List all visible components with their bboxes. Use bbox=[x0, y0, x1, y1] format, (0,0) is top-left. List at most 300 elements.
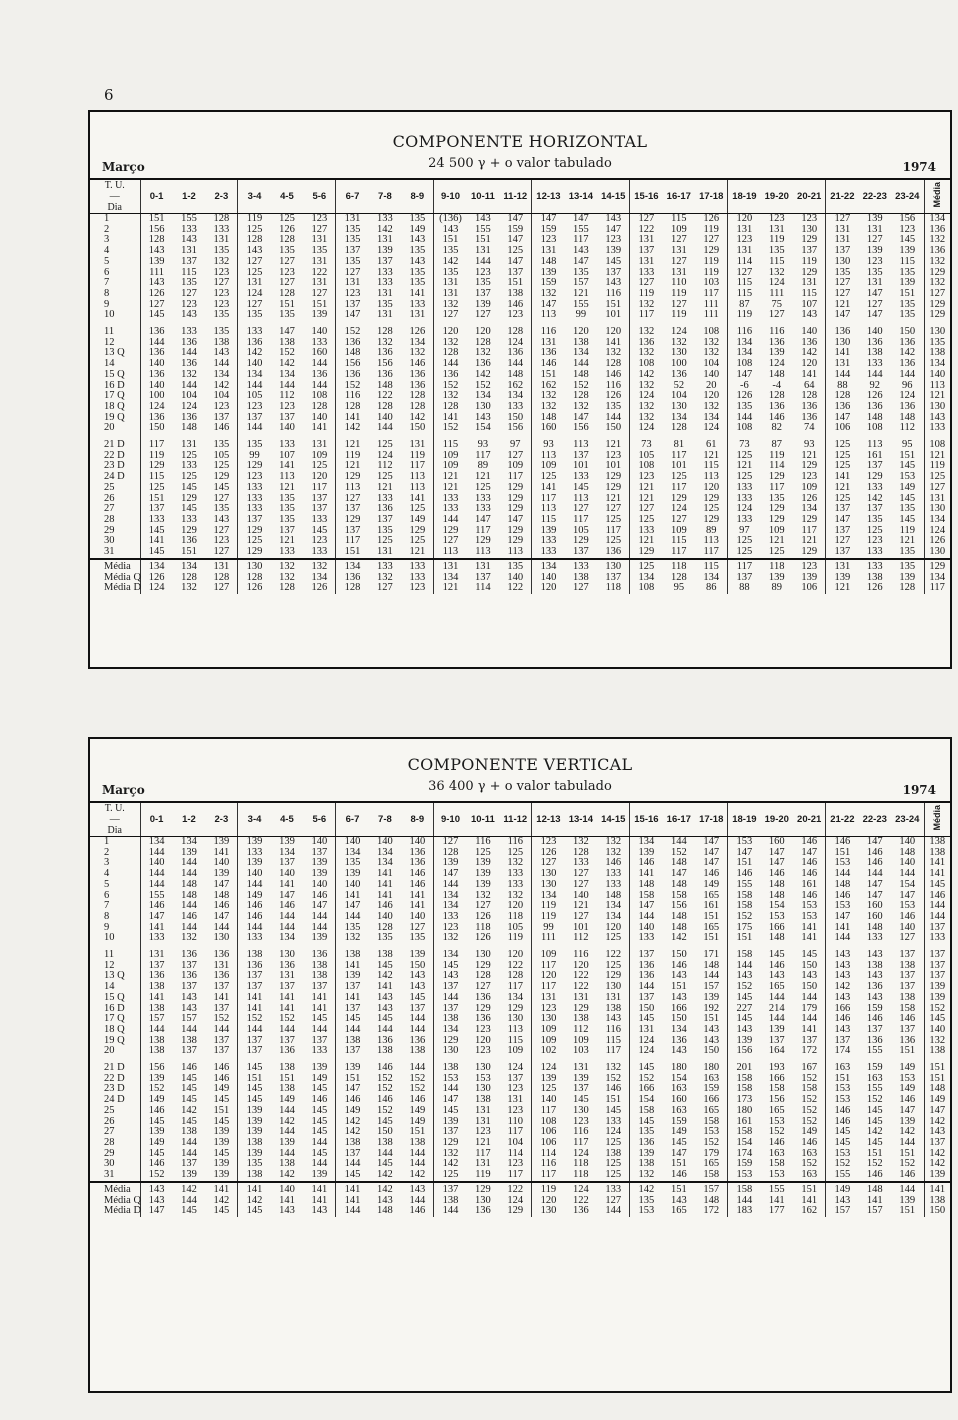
value-cell: 141 bbox=[344, 411, 361, 423]
value-cell: 127 bbox=[834, 213, 851, 224]
value-cell: 152 bbox=[768, 1126, 785, 1138]
value-cell: 144 bbox=[834, 932, 851, 944]
value-cell: 143 bbox=[148, 1194, 165, 1206]
value-cell: 156 bbox=[377, 358, 393, 370]
value-cell: 151 bbox=[344, 546, 361, 558]
value-cell: 140 bbox=[793, 327, 826, 338]
value-cell: 126 bbox=[475, 932, 491, 944]
value-cell: 147 bbox=[205, 880, 238, 891]
value-cell: (136) bbox=[439, 213, 462, 224]
value-cell: 153 bbox=[891, 1074, 924, 1085]
value-cell: 147 bbox=[442, 1094, 459, 1106]
day-label: 8 bbox=[90, 289, 140, 300]
value-cell: 123 bbox=[475, 266, 491, 278]
value-cell: 148 bbox=[670, 921, 687, 933]
value-cell: 135 bbox=[891, 504, 924, 515]
value-cell: 115 bbox=[442, 439, 459, 451]
value-cell: 135 bbox=[891, 300, 924, 311]
value-cell: 144 bbox=[181, 1023, 197, 1035]
value-cell: 156 bbox=[670, 900, 687, 912]
value-cell: 128 bbox=[344, 400, 361, 412]
value-cell: 155 bbox=[834, 1169, 851, 1181]
value-cell: 143 bbox=[181, 309, 197, 321]
value-cell: 144 bbox=[891, 1182, 924, 1196]
value-cell: 117 bbox=[597, 1046, 630, 1057]
value-cell: 101 bbox=[597, 461, 630, 472]
value-cell: 136 bbox=[638, 1136, 655, 1148]
value-cell: 152 bbox=[793, 1106, 826, 1117]
value-cell: 132 bbox=[442, 298, 459, 310]
value-cell: 152 bbox=[793, 1117, 826, 1128]
value-cell: 122 bbox=[572, 970, 589, 982]
value-cell: 152 bbox=[442, 379, 459, 391]
value-cell: 143 bbox=[140, 1182, 173, 1196]
value-cell: 129 bbox=[572, 535, 589, 547]
value-cell: 109 bbox=[670, 223, 687, 235]
value-cell: 129 bbox=[793, 515, 826, 526]
value-cell: 144 bbox=[638, 981, 655, 993]
value-cell: 131 bbox=[205, 961, 238, 972]
value-cell: 101 bbox=[572, 460, 589, 472]
value-cell: 109 bbox=[768, 524, 785, 536]
value-cell: 127 bbox=[205, 583, 238, 594]
value-cell: 138 bbox=[303, 961, 336, 972]
hour-header: 23-24 bbox=[891, 179, 924, 214]
value-cell: 117 bbox=[344, 535, 361, 547]
hour-header: 16-17 bbox=[663, 802, 696, 837]
hour-header: 0-1 bbox=[140, 802, 173, 837]
value-cell: 128 bbox=[279, 287, 295, 299]
value-cell: 143 bbox=[442, 223, 459, 235]
day-label: 15 Q bbox=[90, 993, 140, 1004]
value-cell: 127 bbox=[475, 981, 491, 993]
value-cell: 118 bbox=[499, 912, 532, 923]
value-cell: 134 bbox=[279, 846, 295, 858]
daily-mean-cell: 137 bbox=[929, 949, 946, 961]
value-cell: 141 bbox=[344, 1194, 361, 1206]
value-cell: 126 bbox=[279, 223, 295, 235]
daily-mean-cell: 138 bbox=[929, 836, 946, 847]
value-cell: 130 bbox=[572, 1104, 589, 1116]
value-cell: 135 bbox=[442, 266, 459, 278]
value-cell: 141 bbox=[793, 933, 826, 944]
value-cell: 144 bbox=[303, 1138, 336, 1149]
value-cell: 136 bbox=[377, 503, 393, 515]
value-cell: 131 bbox=[401, 310, 434, 321]
value-cell: 174 bbox=[736, 1147, 753, 1159]
value-cell: 148 bbox=[670, 857, 687, 869]
table-title: COMPONENTE HORIZONTAL bbox=[392, 132, 648, 151]
value-cell: 144 bbox=[475, 255, 491, 267]
value-cell: 138 bbox=[148, 1045, 165, 1057]
value-cell: 139 bbox=[279, 1136, 295, 1148]
value-cell: 139 bbox=[303, 858, 336, 869]
day-label: 4 bbox=[90, 246, 140, 257]
value-cell: 145 bbox=[401, 993, 434, 1004]
value-cell: 133 bbox=[442, 492, 459, 504]
value-cell: 92 bbox=[869, 379, 881, 391]
value-cell: 153 bbox=[834, 857, 851, 869]
value-cell: 112 bbox=[891, 423, 924, 434]
value-cell: 147 bbox=[499, 515, 532, 526]
value-cell: 136 bbox=[866, 400, 883, 412]
day-label: 16 D bbox=[90, 381, 140, 392]
value-cell: 140 bbox=[246, 358, 263, 370]
value-cell: 154 bbox=[638, 1094, 655, 1106]
value-cell: 132 bbox=[638, 411, 655, 423]
value-cell: 137 bbox=[891, 982, 924, 993]
day-label: Média D bbox=[90, 583, 140, 594]
value-cell: 123 bbox=[442, 921, 459, 933]
value-cell: 125 bbox=[377, 471, 393, 483]
value-cell: 154 bbox=[670, 1072, 687, 1084]
value-cell: 132 bbox=[638, 326, 655, 338]
value-cell: 155 bbox=[760, 1182, 793, 1196]
header-dia: Dia bbox=[107, 202, 122, 213]
value-cell: 123 bbox=[638, 471, 655, 483]
value-cell: 135 bbox=[279, 245, 295, 257]
hour-header: 8-9 bbox=[401, 802, 434, 837]
daily-mean-cell: 129 bbox=[929, 266, 946, 278]
value-cell: 137 bbox=[246, 1034, 263, 1046]
value-cell: 116 bbox=[573, 949, 589, 961]
value-cell: 117 bbox=[148, 439, 165, 451]
value-cell: 119 bbox=[695, 257, 728, 268]
header-dia: Dia bbox=[107, 825, 122, 836]
value-cell: 148 bbox=[858, 1182, 891, 1196]
value-cell: 144 bbox=[279, 1147, 295, 1159]
value-cell: 127 bbox=[246, 298, 263, 310]
value-cell: 153 bbox=[834, 900, 851, 912]
value-cell: 131 bbox=[475, 1115, 491, 1127]
hour-header: 14-15 bbox=[597, 802, 630, 837]
value-cell: 106 bbox=[834, 422, 851, 434]
value-cell: 138 bbox=[205, 338, 238, 349]
value-cell: 148 bbox=[768, 878, 785, 890]
value-cell: 119 bbox=[532, 1182, 565, 1196]
value-cell: 140 bbox=[279, 422, 295, 434]
day-label: 5 bbox=[90, 257, 140, 268]
value-cell: 146 bbox=[670, 959, 687, 971]
value-cell: 149 bbox=[401, 225, 434, 236]
value-cell: 214 bbox=[768, 1002, 785, 1014]
value-cell: 132 bbox=[638, 400, 655, 412]
day-label: 1 bbox=[90, 837, 140, 848]
value-cell: 134 bbox=[377, 857, 393, 869]
value-cell: 125 bbox=[246, 223, 263, 235]
header-dash: — bbox=[109, 814, 120, 825]
value-cell: 128 bbox=[279, 582, 295, 594]
value-cell: 89 bbox=[771, 582, 783, 594]
value-cell: 125 bbox=[377, 439, 393, 451]
value-cell: 136 bbox=[303, 370, 336, 381]
value-cell: 123 bbox=[246, 400, 263, 412]
table-row bbox=[90, 423, 950, 434]
value-cell: 138 bbox=[181, 1034, 197, 1046]
value-cell: 145 bbox=[246, 1083, 263, 1095]
day-label: 2 bbox=[90, 225, 140, 236]
value-cell: 144 bbox=[793, 993, 826, 1004]
value-cell: 139 bbox=[205, 1159, 238, 1170]
value-cell: 146 bbox=[834, 1104, 851, 1116]
value-cell: 138 bbox=[148, 1034, 165, 1046]
value-cell: 151 bbox=[597, 300, 630, 311]
value-cell: 137 bbox=[499, 268, 532, 279]
value-cell: 152 bbox=[736, 910, 753, 922]
value-cell: 117 bbox=[638, 309, 655, 321]
value-cell: 145 bbox=[638, 1062, 655, 1074]
value-cell: 137 bbox=[181, 255, 197, 267]
value-cell: 117 bbox=[499, 472, 532, 483]
value-cell: 125 bbox=[597, 1159, 630, 1170]
hour-header: 20-21 bbox=[793, 802, 826, 837]
table-row bbox=[90, 370, 950, 381]
value-cell: 145 bbox=[891, 235, 924, 246]
value-cell: 152 bbox=[572, 379, 589, 391]
table-row bbox=[90, 1046, 950, 1057]
value-cell: 123 bbox=[768, 213, 785, 224]
value-cell: 136 bbox=[475, 991, 491, 1003]
value-cell: 137 bbox=[279, 411, 295, 423]
value-cell: 127 bbox=[572, 910, 589, 922]
value-cell: 108 bbox=[736, 358, 753, 370]
value-cell: 131 bbox=[401, 440, 434, 451]
value-cell: 131 bbox=[475, 1104, 491, 1116]
value-cell: 140 bbox=[401, 912, 434, 923]
value-cell: 119 bbox=[475, 1169, 491, 1181]
value-cell: 132 bbox=[401, 348, 434, 359]
value-cell: 146 bbox=[793, 869, 826, 880]
value-cell: 131 bbox=[834, 234, 851, 246]
hour-header: 1-2 bbox=[173, 802, 206, 837]
value-cell: 135 bbox=[377, 524, 393, 536]
value-cell: 146 bbox=[205, 423, 238, 434]
value-cell: 136 bbox=[148, 411, 165, 423]
value-cell: 129 bbox=[670, 492, 687, 504]
value-cell: 118 bbox=[573, 1169, 589, 1181]
value-cell: 128 bbox=[891, 583, 924, 594]
value-cell: 140 bbox=[377, 411, 393, 423]
value-cell: 113 bbox=[475, 546, 491, 558]
value-cell: 150 bbox=[401, 423, 434, 434]
value-cell: 159 bbox=[670, 1115, 687, 1127]
value-cell: 140 bbox=[279, 868, 295, 880]
value-cell: 160 bbox=[768, 836, 785, 847]
value-cell: 144 bbox=[148, 846, 165, 858]
value-cell: 135 bbox=[401, 214, 434, 225]
value-cell: 146 bbox=[768, 1136, 785, 1148]
value-cell: 128 bbox=[442, 846, 459, 858]
value-cell: 117 bbox=[695, 547, 728, 559]
value-cell: 148 bbox=[891, 413, 924, 424]
value-cell: 146 bbox=[401, 1206, 434, 1217]
value-cell: 139 bbox=[891, 1196, 924, 1207]
value-cell: 141 bbox=[303, 1004, 336, 1015]
value-cell: 143 bbox=[148, 245, 165, 257]
value-cell: 137 bbox=[638, 245, 655, 257]
value-cell: 129 bbox=[181, 492, 197, 504]
value-cell: 132 bbox=[475, 889, 491, 901]
value-cell: 147 bbox=[442, 868, 459, 880]
value-cell: 124 bbox=[670, 326, 687, 338]
value-cell: 116 bbox=[573, 1126, 589, 1138]
value-cell: 153 bbox=[891, 901, 924, 912]
value-cell: 105 bbox=[246, 390, 263, 402]
value-cell: 144 bbox=[181, 900, 197, 912]
value-cell: 137 bbox=[205, 1046, 238, 1057]
hour-header: 21-22 bbox=[826, 802, 859, 837]
value-cell: 142 bbox=[205, 381, 238, 392]
value-cell: 138 bbox=[377, 1045, 393, 1057]
value-cell: 140 bbox=[638, 921, 655, 933]
value-cell: 126 bbox=[475, 910, 491, 922]
value-cell: 121 bbox=[377, 481, 393, 493]
value-cell: 137 bbox=[499, 1074, 532, 1085]
value-cell: 137 bbox=[205, 1036, 238, 1047]
value-cell: 139 bbox=[246, 836, 263, 847]
value-cell: 139 bbox=[866, 245, 883, 257]
value-cell: 145 bbox=[442, 959, 459, 971]
daily-mean-cell: 141 bbox=[929, 868, 946, 880]
value-cell: 129 bbox=[344, 471, 361, 483]
value-cell: 151 bbox=[279, 1072, 295, 1084]
day-label: 12 bbox=[90, 961, 140, 972]
value-cell: 117 bbox=[499, 1127, 532, 1138]
value-cell: 122 bbox=[303, 268, 336, 279]
value-cell: 121 bbox=[891, 536, 924, 547]
value-cell: 153 bbox=[768, 910, 785, 922]
value-cell: 145 bbox=[205, 1206, 238, 1217]
daily-mean-cell: 133 bbox=[929, 932, 946, 944]
value-cell: 146 bbox=[834, 889, 851, 901]
month-label: Março bbox=[102, 160, 145, 174]
header-tu-dia bbox=[90, 179, 140, 214]
value-cell: 137 bbox=[279, 524, 295, 536]
value-cell: 140 bbox=[271, 1182, 304, 1196]
value-cell: 137 bbox=[866, 503, 883, 515]
value-cell: 160 bbox=[866, 900, 883, 912]
value-cell: 139 bbox=[768, 571, 785, 583]
day-label: 17 Q bbox=[90, 391, 140, 402]
value-cell: 147 bbox=[834, 411, 851, 423]
value-cell: 125 bbox=[181, 471, 197, 483]
value-cell: 147 bbox=[695, 858, 728, 869]
value-cell: 146 bbox=[866, 846, 883, 858]
daily-mean-cell: 142 bbox=[929, 1115, 946, 1127]
value-cell: 153 bbox=[768, 1115, 785, 1127]
day-label: 10 bbox=[90, 933, 140, 944]
daily-mean-cell: 144 bbox=[929, 910, 946, 922]
value-cell: 163 bbox=[793, 1149, 826, 1160]
value-cell: 144 bbox=[181, 857, 197, 869]
value-cell: 109 bbox=[303, 451, 336, 462]
value-cell: 152 bbox=[344, 379, 361, 391]
value-cell: 135 bbox=[205, 310, 238, 321]
value-cell: 139 bbox=[303, 1170, 336, 1182]
value-cell: 138 bbox=[572, 336, 589, 348]
value-cell: 151 bbox=[401, 1127, 434, 1138]
value-cell: 123 bbox=[475, 1126, 491, 1138]
value-cell: 132 bbox=[181, 582, 197, 594]
value-cell: 93 bbox=[793, 440, 826, 451]
value-cell: 123 bbox=[279, 266, 295, 278]
value-cell: 119 bbox=[401, 451, 434, 462]
value-cell: 116 bbox=[597, 1025, 630, 1036]
value-cell: 141 bbox=[834, 347, 851, 359]
daily-mean-cell: 134 bbox=[929, 571, 946, 583]
value-cell: 145 bbox=[572, 481, 589, 493]
value-cell: 127 bbox=[638, 213, 655, 224]
value-cell: 138 bbox=[597, 1149, 630, 1160]
value-cell: 152 bbox=[401, 1084, 434, 1095]
value-cell: 126 bbox=[695, 214, 728, 225]
value-cell: 139 bbox=[891, 573, 924, 584]
day-label: 24 D bbox=[90, 1095, 140, 1106]
value-cell: 121 bbox=[442, 481, 459, 493]
value-cell: 152 bbox=[344, 326, 361, 338]
value-cell: 136 bbox=[866, 336, 883, 348]
value-cell: 127 bbox=[442, 309, 459, 321]
value-cell: 107 bbox=[793, 300, 826, 311]
value-cell: 123 bbox=[205, 402, 238, 413]
value-cell: 158 bbox=[638, 1104, 655, 1116]
value-cell: 121 bbox=[834, 582, 851, 594]
value-cell: 136 bbox=[303, 950, 336, 961]
value-cell: 146 bbox=[793, 1138, 826, 1149]
value-cell: 102 bbox=[540, 1045, 557, 1057]
value-cell: 165 bbox=[670, 1205, 687, 1217]
value-cell: 160 bbox=[670, 1094, 687, 1106]
value-cell: 115 bbox=[499, 1036, 532, 1047]
value-cell: 131 bbox=[638, 234, 655, 246]
value-cell: 144 bbox=[401, 1014, 434, 1025]
value-cell: 127 bbox=[695, 235, 728, 246]
value-cell: 148 bbox=[891, 848, 924, 859]
value-cell: 133 bbox=[377, 213, 393, 224]
daily-mean-cell: 145 bbox=[929, 878, 946, 890]
value-cell: 148 bbox=[540, 411, 557, 423]
value-cell: 119 bbox=[769, 234, 785, 246]
value-cell: 144 bbox=[279, 379, 295, 391]
value-cell: 121 bbox=[475, 471, 491, 483]
day-label: 26 bbox=[90, 1117, 140, 1128]
daily-mean-cell: 137 bbox=[929, 1136, 946, 1148]
value-cell: 122 bbox=[572, 1194, 589, 1206]
daily-mean-cell: 135 bbox=[929, 336, 946, 348]
value-cell: 105 bbox=[572, 524, 589, 536]
value-cell: 131 bbox=[181, 439, 197, 451]
value-cell: 134 bbox=[344, 846, 361, 858]
value-cell: 123 bbox=[303, 214, 336, 225]
value-cell: 118 bbox=[663, 559, 696, 573]
value-cell: 148 bbox=[866, 921, 883, 933]
value-cell: 100 bbox=[670, 358, 687, 370]
value-cell: 147 bbox=[768, 857, 785, 869]
value-cell: 180 bbox=[670, 1062, 687, 1074]
value-cell: 158 bbox=[736, 1083, 753, 1095]
value-cell: 143 bbox=[597, 214, 630, 225]
value-cell: 131 bbox=[344, 277, 361, 289]
value-cell: 113 bbox=[540, 449, 557, 461]
day-label: 15 Q bbox=[90, 370, 140, 381]
value-cell: 151 bbox=[597, 1095, 630, 1106]
value-cell: 128 bbox=[475, 336, 491, 348]
value-cell: 144 bbox=[736, 1194, 753, 1206]
value-cell: 146 bbox=[768, 411, 785, 423]
value-cell: 131 bbox=[540, 991, 557, 1003]
day-label: 6 bbox=[90, 891, 140, 902]
value-cell: 131 bbox=[181, 245, 197, 257]
